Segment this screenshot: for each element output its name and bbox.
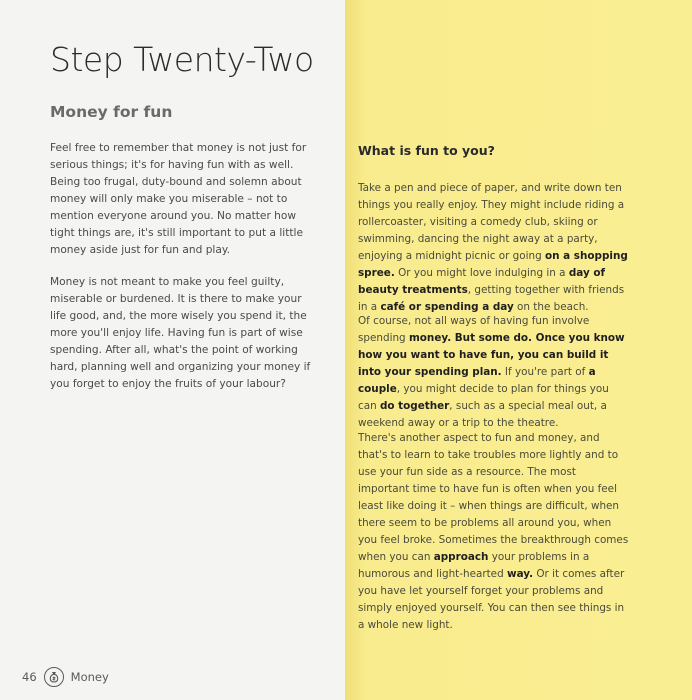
box-paragraph-3: There's another aspect to fun and money, and that's to learn to take troubles more lightly and to use your fun side as a resource. The most important time to have fun is often when you feel least like doing it – when things are difficult, when there seem to be problems all around you, when you feel broke. Sometimes the breakthrough comes when you can approach your problems in a humorous and light-hearted way. Or it comes after you have let yourself forget your problems and simply enjoyed yourself. You can then see things in a whole new light. [358, 432, 629, 631]
page-title: Step Twenty-Two [50, 40, 314, 79]
page-number: 46 [22, 670, 37, 684]
footer-label: Money [70, 670, 109, 684]
money-bag-icon [44, 667, 64, 687]
body-paragraph-2: Money is not meant to make you feel guilty, miserable or burdened. It is there to make your life good, and, the more wisely you spend it, the more you'll enjoy life. Having fun is part of wise spending. After all, what's the point of working hard, planning well and organizing your money if you forget to enjoy the fruits of your labour? [50, 276, 311, 390]
box-paragraph-2: Of course, not all ways of having fun involve spending money. But some do. Once you know how you want to have fun, you can build it into your spending plan. If you're part of a couple, you might decide to plan for things you can do together, such as a special meal out, a weekend away or a trip to the theatre. [358, 315, 625, 429]
page-footer [22, 667, 109, 687]
section-heading: Money for fun [50, 103, 173, 121]
box-heading: What is fun to you? [358, 143, 495, 158]
body-paragraph-1: Feel free to remember that money is not just for serious things; it's for having fun with as well. Being too frugal, duty-bound and solemn about money will only make you miserable – not to mention everyone around you. No matter how tight things are, it's still important to put a little money aside just for fun and play. [50, 142, 307, 256]
box-paragraph-1: Take a pen and piece of paper, and write down ten things you really enjoy. They might include riding a rollercoaster, visiting a comedy club, skiing or swimming, dancing the night away at a party, enjoying a midnight picnic or going on a shopping spree. Or you might love indulging in a day of beauty treatments, getting together with friends in a café or spending a day on the beach. [358, 182, 628, 313]
